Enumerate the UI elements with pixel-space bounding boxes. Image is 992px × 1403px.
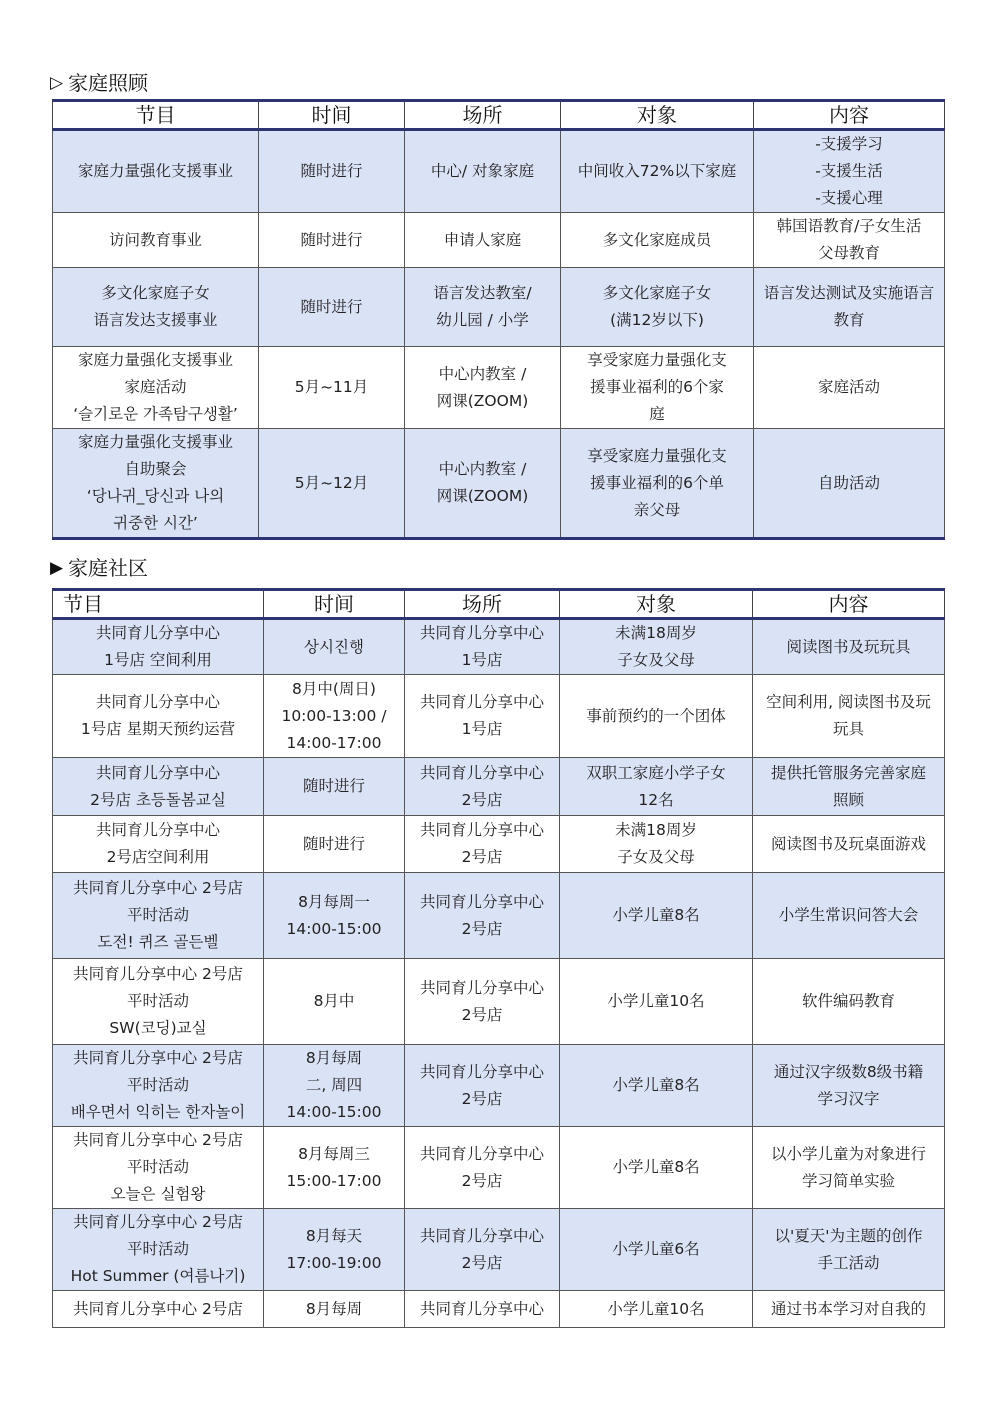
cell-place: 申请人家庭: [405, 213, 561, 268]
cell-program: 家庭力量强化支援事业 自助聚会 ‘당나귀_당신과 나의 귀중한 시간’: [53, 429, 259, 539]
cell-program: 家庭力量强化支援事业 家庭活动 ‘슬기로운 가족탐구생활’: [53, 347, 259, 429]
family-community-table: [52, 588, 945, 1328]
cell-content: 阅读图书及玩玩具: [753, 619, 945, 675]
table-row: [53, 619, 945, 675]
cell-time: 5月~11月: [259, 347, 405, 429]
cell-target: 小学儿童8名: [560, 1127, 753, 1209]
cell-time: 随时进行: [259, 213, 405, 268]
cell-content: 小学生常识问答大会: [753, 873, 945, 959]
cell-program: 家庭力量强化支援事业: [53, 130, 259, 213]
cell-content: 空间利用, 阅读图书及玩 玩具: [753, 675, 945, 758]
cell-target: 未满18周岁 子女及父母: [560, 619, 753, 675]
cell-program: 访问教育事业: [53, 213, 259, 268]
cell-time: 상시진행: [264, 619, 405, 675]
cell-program: 共同育儿分享中心 2号店 平时活动 Hot Summer (여름나기): [53, 1209, 264, 1291]
cell-content: 以小学儿童为对象进行 学习简单实验: [753, 1127, 945, 1209]
cell-time: 8月中: [264, 959, 405, 1045]
cell-place: 中心内教室 / 网课(ZOOM): [405, 429, 561, 539]
triangle-filled-icon: ▶: [50, 558, 64, 578]
cell-content: 通过汉字级数8级书籍 学习汉字: [753, 1045, 945, 1127]
cell-place: 共同育儿分享中心 2号店: [405, 873, 560, 959]
table-header-row: [53, 101, 945, 130]
cell-place: 中心/ 对象家庭: [405, 130, 561, 213]
cell-time: 8月每周一 14:00-15:00: [264, 873, 405, 959]
cell-target: 多文化家庭成员: [561, 213, 754, 268]
cell-target: 享受家庭力量强化支 援事业福利的6个单 亲父母: [561, 429, 754, 539]
cell-target: 双职工家庭小学子女 12名: [560, 758, 753, 816]
table-row: [53, 130, 945, 213]
cell-target: 小学儿童8名: [560, 873, 753, 959]
header-target: 对象: [561, 101, 754, 130]
cell-target: 小学儿童8名: [560, 1045, 753, 1127]
section-title-family-care: [50, 71, 148, 95]
cell-time: 8月每周三 15:00-17:00: [264, 1127, 405, 1209]
table-row: [53, 268, 945, 347]
cell-target: 未满18周岁 子女及父母: [560, 816, 753, 873]
table-row: [53, 1209, 945, 1291]
header-content: 内容: [753, 590, 945, 619]
cell-place: 共同育儿分享中心 1号店: [405, 619, 560, 675]
cell-target: 多文化家庭子女 (满12岁以下): [561, 268, 754, 347]
cell-place: 共同育儿分享中心 2号店: [405, 1045, 560, 1127]
cell-program: 多文化家庭子女 语言发达支援事业: [53, 268, 259, 347]
cell-target: 享受家庭力量强化支 援事业福利的6个家 庭: [561, 347, 754, 429]
family-care-table: [52, 99, 945, 540]
cell-program: 共同育儿分享中心 2号店 平时活动 도전! 퀴즈 골든벨: [53, 873, 264, 959]
cell-program: 共同育儿分享中心 1号店 星期天预约运营: [53, 675, 264, 758]
cell-program: 共同育儿分享中心 1号店 空间利用: [53, 619, 264, 675]
cell-place: 语言发达教室/ 幼儿园 / 小学: [405, 268, 561, 347]
cell-target: 小学儿童6名: [560, 1209, 753, 1291]
cell-content: 通过书本学习对自我的: [753, 1291, 945, 1328]
cell-program: 共同育儿分享中心 2号店: [53, 1291, 264, 1328]
header-time: 时间: [264, 590, 405, 619]
cell-content: 提供托管服务完善家庭 照顾: [753, 758, 945, 816]
table-row: [53, 213, 945, 268]
header-content: 内容: [754, 101, 945, 130]
header-target: 对象: [560, 590, 753, 619]
cell-program: 共同育儿分享中心 2号店 平时活动 배우면서 익히는 한자놀이: [53, 1045, 264, 1127]
cell-place: 共同育儿分享中心 2号店: [405, 959, 560, 1045]
table-header-row: [53, 590, 945, 619]
header-place: 场所: [405, 101, 561, 130]
cell-content: 韩国语教育/子女生活 父母教育: [754, 213, 945, 268]
cell-time: 8月中(周日) 10:00-13:00 / 14:00-17:00: [264, 675, 405, 758]
cell-time: 5月~12月: [259, 429, 405, 539]
cell-time: 8月每天 17:00-19:00: [264, 1209, 405, 1291]
cell-program: 共同育儿分享中心 2号店 초등돌봄교실: [53, 758, 264, 816]
cell-content: 软件编码教育: [753, 959, 945, 1045]
cell-content: 以'夏天'为主题的创作 手工活动: [753, 1209, 945, 1291]
table-row: [53, 429, 945, 539]
cell-time: 8月每周: [264, 1291, 405, 1328]
cell-place: 共同育儿分享中心 2号店: [405, 816, 560, 873]
cell-place: 共同育儿分享中心 1号店: [405, 675, 560, 758]
cell-content: 语言发达测试及实施语言 教育: [754, 268, 945, 347]
cell-time: 8月每周 二, 周四 14:00-15:00: [264, 1045, 405, 1127]
table-row: [53, 1045, 945, 1127]
cell-target: 小学儿童10名: [560, 1291, 753, 1328]
table-row: [53, 347, 945, 429]
table-row: [53, 1291, 945, 1328]
cell-place: 共同育儿分享中心 2号店: [405, 758, 560, 816]
table-row: [53, 959, 945, 1045]
cell-content: 自助活动: [754, 429, 945, 539]
section-title-text: 家庭照顾: [68, 71, 148, 95]
cell-time: 随时进行: [259, 130, 405, 213]
triangle-outline-icon: ▷: [50, 73, 64, 93]
cell-time: 随时进行: [259, 268, 405, 347]
cell-target: 中间收入72%以下家庭: [561, 130, 754, 213]
cell-place: 共同育儿分享中心 2号店: [405, 1127, 560, 1209]
cell-program: 共同育儿分享中心 2号店 平时活动 SW(코딩)교실: [53, 959, 264, 1045]
cell-content: -支援学习 -支援生活 -支援心理: [754, 130, 945, 213]
table-row: [53, 816, 945, 873]
cell-place: 共同育儿分享中心: [405, 1291, 560, 1328]
cell-place: 共同育儿分享中心 2号店: [405, 1209, 560, 1291]
cell-content: 阅读图书及玩桌面游戏: [753, 816, 945, 873]
cell-program: 共同育儿分享中心 2号店 平时活动 오늘은 실험왕: [53, 1127, 264, 1209]
section-title-text: 家庭社区: [68, 556, 148, 580]
table-row: [53, 758, 945, 816]
header-place: 场所: [405, 590, 560, 619]
cell-place: 中心内教室 / 网课(ZOOM): [405, 347, 561, 429]
cell-time: 随时进行: [264, 758, 405, 816]
header-time: 时间: [259, 101, 405, 130]
section-title-family-community: [50, 556, 148, 580]
cell-target: 小学儿童10名: [560, 959, 753, 1045]
header-program: 节目: [53, 590, 264, 619]
cell-content: 家庭活动: [754, 347, 945, 429]
table-row: [53, 675, 945, 758]
table-row: [53, 1127, 945, 1209]
table-row: [53, 873, 945, 959]
cell-program: 共同育儿分享中心 2号店空间利用: [53, 816, 264, 873]
header-program: 节目: [53, 101, 259, 130]
cell-target: 事前预约的一个团体: [560, 675, 753, 758]
cell-time: 随时进行: [264, 816, 405, 873]
